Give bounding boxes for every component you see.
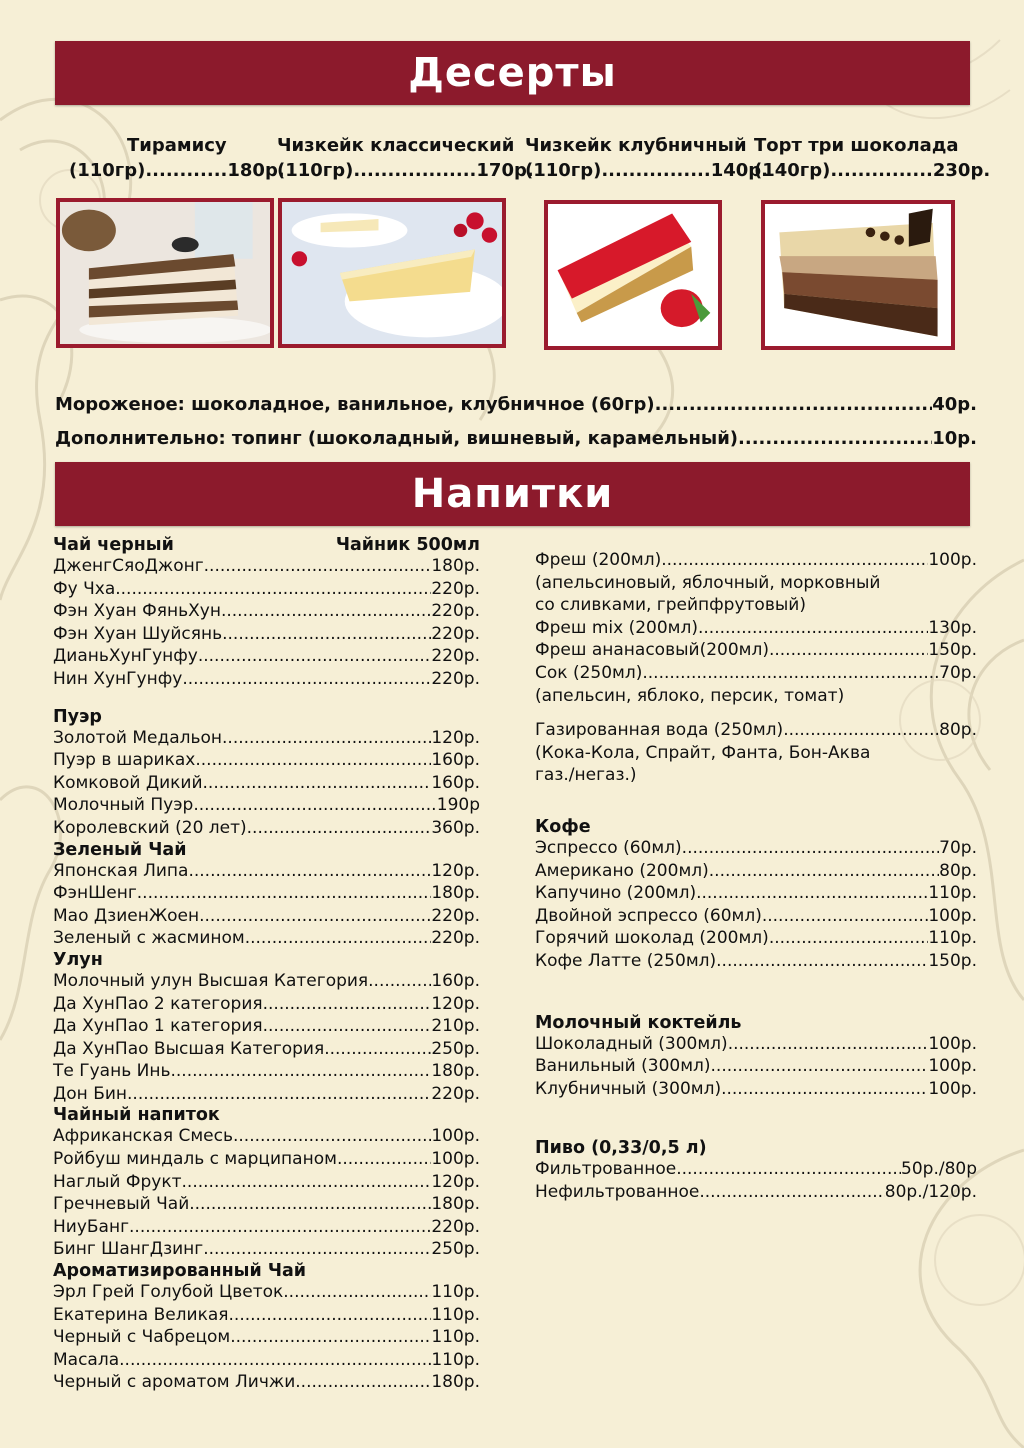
item-price: 220р. [431,623,480,644]
menu-row [535,1055,977,1078]
dot-leader [222,727,431,750]
item-name: Молочный улун Высшая Категория [53,970,369,991]
item-price: 110р. [431,1349,480,1370]
menu-row [535,1181,977,1204]
item-name: Да ХунПао Высшая Категория [53,1038,325,1059]
dot-leader [368,970,431,993]
soda-note: газ./негаз.) [535,765,637,786]
dot-leader [698,617,928,640]
menu-row [53,1060,480,1083]
dot-leader [137,882,432,905]
item-price: 100р. [928,1078,977,1099]
item-name: Зеленый с жасмином [53,928,245,949]
item-name: Фреш (200мл) [535,550,662,570]
item-price: 150р. [928,950,977,971]
item-price: 100р. [928,1033,977,1054]
item-price: 220р. [431,646,480,667]
item-name: Черный с ароматом Личжи [53,1372,296,1393]
menu-row [535,905,977,928]
dot-leader [203,1238,431,1261]
menu-row [535,662,977,685]
item-price: 180р. [431,1194,480,1215]
classic-cheesecake-photo [278,198,506,348]
dot-leader [230,1326,431,1349]
dot-leader [711,1055,929,1078]
menu-row [53,668,480,691]
item-name: Молочный Пуэр [53,795,194,816]
item-name: Мао ДзиенЖоен [53,905,200,926]
item-price: 100р. [431,1149,480,1170]
item-price: 180р. [431,883,480,904]
item-name: Бинг ШангДзинг [53,1239,204,1260]
item-name: Гречневый Чай [53,1194,190,1215]
dot-leader [193,794,436,817]
dot-leader [769,927,929,950]
section-title: Зеленый Чай [53,839,187,860]
dot-leader [221,600,431,623]
item-price: 180р. [431,1372,480,1393]
item-price: 160р. [431,750,480,771]
dot-leader [762,905,929,928]
item-name: Фильтрованное [535,1159,677,1180]
item-price: 80р./120р. [884,1181,977,1202]
dot-leader [283,1281,431,1304]
dessert-item-classic-cheesecake [277,133,534,183]
dot-leader [182,1171,432,1194]
dot-leader [199,905,431,928]
item-name: Газированная вода (250мл) [535,720,784,741]
item-price: 210р. [431,1016,480,1037]
item-price: 220р. [431,578,480,599]
item-name: ФэнШенг [53,883,137,904]
menu-row [53,970,480,993]
item-price: 110р. [928,928,977,949]
item-name: Американо (200мл) [535,860,709,881]
item-price: 250р. [431,1038,480,1059]
black-tea-header [53,535,480,555]
fresh-note: со сливками, грейпфрутовый) [535,595,806,616]
menu-row [53,1216,480,1239]
dot-leader [716,950,928,973]
dot-leader [661,549,928,572]
item-name: Клубничный (300мл) [535,1078,722,1099]
extra-topping [55,428,977,449]
item-name: Фу Чха [53,578,116,599]
dot-leader [222,623,431,646]
soda-note: (Кока-Кола, Спрайт, Фанта, Бон-Аква [535,742,871,763]
item-price: 100р. [431,1126,480,1147]
item-name: Эрл Грей Голубой Цветок [53,1282,284,1303]
menu-row [53,1083,480,1106]
item-name: ДианьХунГунфу [53,646,198,667]
item-price: 70р. [939,662,977,683]
strawberry-cheesecake-photo [544,200,722,350]
item-price: 190р [436,795,480,816]
right-drinks-column [535,549,977,1203]
dessert-detail: (110гр)..................170р. [277,160,534,181]
menu-row [53,1171,480,1194]
menu-row [53,727,480,750]
item-name: Двойной эспрессо (60мл) [535,905,762,926]
menu-row [535,837,977,860]
item-name: Горячий шоколад (200мл) [535,928,769,949]
menu-row [535,882,977,905]
dessert-name: Торт три шоколада [754,135,959,156]
dessert-detail: (110гр)............180р. [69,160,285,181]
item-price: 160р. [431,772,480,793]
dessert-name: Чизкейк классический [277,135,515,156]
dot-leader [189,1193,431,1216]
section-title: Улун [53,949,103,970]
item-price: 120р. [431,1171,480,1192]
extra-price: 10р. [932,428,977,449]
item-price: 110р. [431,1282,480,1303]
extra-price: 40р. [932,394,977,415]
item-price: 50р./80р [901,1159,977,1180]
dessert-item-three-chocolate-cake [754,133,990,183]
menu-row [53,1349,480,1372]
item-price: 220р. [431,928,480,949]
dot-leader [247,817,432,840]
item-name: Нефильтрованное [535,1181,700,1202]
item-price: 220р. [431,1216,480,1237]
menu-row [53,993,480,1016]
desserts-banner [55,41,970,105]
dot-leader [721,1078,928,1101]
menu-row [53,1125,480,1148]
tiramisu-photo [56,198,274,348]
dot-leader [245,927,432,950]
menu-row [53,1193,480,1216]
item-price: 220р. [431,601,480,622]
item-name: Фреш ананасовый(200мл) [535,640,769,661]
dot-leader [198,645,432,668]
dot-leader [769,639,928,662]
item-price: 220р. [431,1083,480,1104]
dot-leader [699,1181,884,1204]
item-price: 250р. [431,1239,480,1260]
dot-leader [119,1349,431,1372]
dot-leader [295,1371,431,1394]
item-name: Фреш mix (200мл) [535,617,698,638]
dessert-detail: (140гр)...............230р. [754,160,991,181]
menu-row [53,1281,480,1304]
left-drinks-column [53,535,480,1394]
menu-row [53,600,480,623]
dot-leader [263,993,432,1016]
dot-leader [728,1033,929,1056]
menu-row [53,555,480,578]
dessert-name: Тирамису [127,135,227,156]
dot-leader [229,1304,432,1327]
dot-leader [682,837,940,860]
dot-leader [324,1038,431,1061]
item-name: Нин ХунГунфу [53,668,183,689]
item-name: Ванильный (300мл) [535,1056,711,1077]
item-price: 360р. [431,817,480,838]
menu-row [535,1158,977,1181]
section-title: Молочный коктейль [535,1012,742,1033]
section-title: Кофе [535,816,591,837]
dessert-item-tiramisu [69,133,285,183]
item-price: 70р. [939,837,977,858]
item-name: Эспрессо (60мл) [535,837,682,858]
section-title: Ароматизированный Чай [53,1261,307,1282]
menu-row [535,927,977,950]
menu-row [53,1015,480,1038]
menu-row [535,950,977,973]
dot-leader [129,1216,431,1239]
menu-row [53,817,480,840]
dot-leader [696,882,928,905]
dot-leader [233,1125,431,1148]
dot-leader [115,578,431,601]
item-price: 220р. [431,668,480,689]
dot-leader [188,860,431,883]
item-name: НиуБанг [53,1216,130,1237]
dessert-item-strawberry-cheesecake [525,133,768,183]
item-name: Наглый Фрукт [53,1171,182,1192]
dot-leader [676,1158,901,1181]
menu-row [53,749,480,772]
teapot-volume-label: Чайник 500мл [335,535,480,555]
menu-row [53,1371,480,1394]
item-price: 110р. [928,883,977,904]
menu-row [535,1078,977,1101]
menu-row [535,860,977,883]
item-price: 220р. [431,905,480,926]
menu-row [53,772,480,795]
dot-leader [337,1148,431,1171]
section-title: Чайный напиток [53,1105,220,1126]
section-title: Пиво (0,33/0,5 л) [535,1138,707,1159]
item-price: 100р. [928,550,977,570]
item-name: Японская Липа [53,860,189,881]
menu-row [53,794,480,817]
section-title: Пуэр [53,706,102,727]
item-price: 80р. [939,860,977,881]
item-name: Королевский (20 лет) [53,817,247,838]
dot-leader [203,772,432,795]
item-name: Масала [53,1349,120,1370]
three-chocolate-cake-photo [761,200,955,350]
menu-row [535,639,977,662]
item-price: 160р. [431,970,480,991]
item-name: Фэн Хуан ФяньХун [53,601,221,622]
dot-leader [655,394,933,415]
dot-leader [709,860,939,883]
item-name: Те Гуань Инь [53,1061,171,1082]
menu-row [53,1038,480,1061]
item-price: 100р. [928,1056,977,1077]
menu-row [535,617,977,640]
item-name: Фэн Хуан Шуйсянь [53,623,223,644]
fresh-note: (апельсиновый, яблочный, морковный [535,572,881,593]
item-price: 110р. [431,1327,480,1348]
dot-leader [182,668,431,691]
menu-row [53,882,480,905]
item-name: Комковой Дикий [53,772,203,793]
menu-row [53,623,480,646]
menu-row [53,1326,480,1349]
menu-row [53,645,480,668]
item-price: 120р. [431,727,480,748]
menu-row [53,860,480,883]
dot-leader [783,719,939,742]
item-price: 180р. [431,1061,480,1082]
extra-name: Мороженое: шоколадное, ванильное, клубничное (60гр) [55,394,655,415]
item-price: 150р. [928,640,977,661]
menu-row [53,905,480,928]
item-price: 120р. [431,993,480,1014]
section-title: Чай черный [53,535,174,555]
menu-row [53,927,480,950]
dot-leader [195,749,431,772]
drinks-title: Напитки [411,471,614,517]
item-name: Екатерина Великая [53,1304,229,1325]
menu-row [535,1033,977,1056]
dot-leader [738,428,932,449]
item-name: Да ХунПао 2 категория [53,993,263,1014]
item-name: Капучино (200мл) [535,883,697,904]
item-name: ДженгСяоДжонг [53,556,204,576]
item-name: Африканская Смесь [53,1126,233,1147]
item-name: Пуэр в шариках [53,750,196,771]
item-name: Ройбуш миндаль с марципаном [53,1149,337,1170]
item-price: 110р. [431,1304,480,1325]
item-name: Золотой Медальон [53,727,223,748]
dot-leader [170,1060,431,1083]
desserts-title: Десерты [408,50,617,96]
item-price: 130р. [928,617,977,638]
juice-note: (апельсин, яблоко, персик, томат) [535,685,845,706]
extra-ice-cream [55,394,977,415]
extra-name: Дополнительно: топинг (шоколадный, вишневый, карамельный) [55,428,739,449]
item-price: 100р. [928,905,977,926]
menu-row [535,549,977,572]
item-price: 80р. [939,720,977,741]
dot-leader [263,1015,432,1038]
item-name: Кофе Латте (250мл) [535,950,717,971]
menu-row [535,719,977,742]
item-name: Да ХунПао 1 категория [53,1016,263,1037]
menu-row [53,1148,480,1171]
dessert-name: Чизкейк клубничный [525,135,747,156]
menu-row [53,578,480,601]
item-name: Дон Бин [53,1083,128,1104]
item-name: Сок (250мл) [535,662,643,683]
dot-leader [127,1083,431,1106]
item-name: Шоколадный (300мл) [535,1033,728,1054]
dot-leader [642,662,939,685]
item-price: 180р. [431,556,480,576]
item-name: Черный с Чабрецом [53,1327,231,1348]
item-price: 120р. [431,860,480,881]
dot-leader [204,555,432,578]
menu-row [53,1304,480,1327]
menu-row [53,1238,480,1261]
dessert-detail: (110гр)................140р. [525,160,769,181]
drinks-banner [55,462,970,526]
